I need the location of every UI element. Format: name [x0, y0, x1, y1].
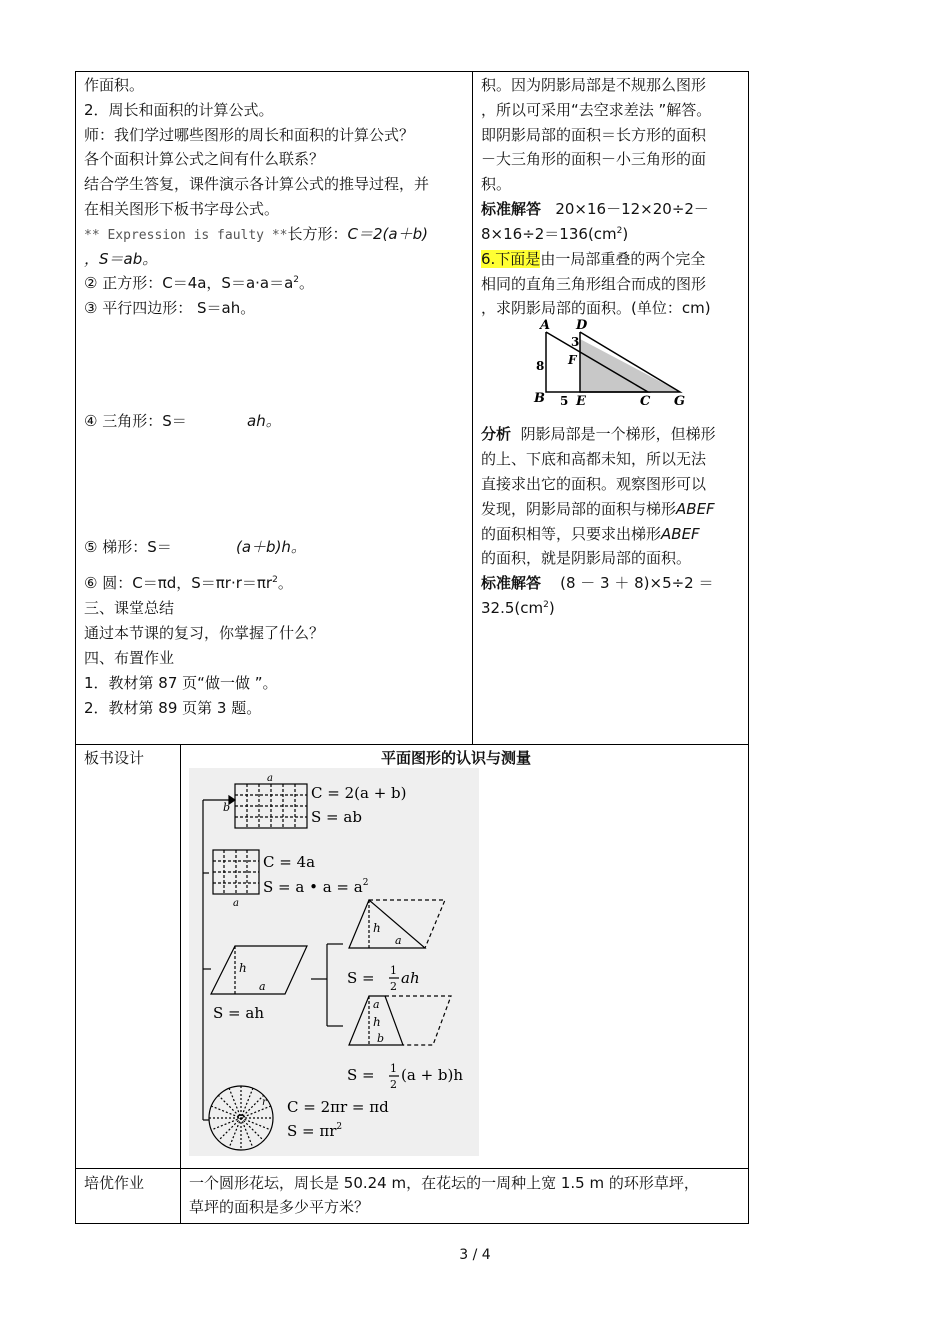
rectangle-area-formula: ，S＝ab。 [84, 250, 158, 268]
analysis-line-3: 直接求出它的面积。观察图形可以 [481, 475, 707, 493]
trapezoid-frac-num: 1 [390, 1062, 397, 1075]
label-D: D [576, 318, 588, 333]
triangle-h-label: h [373, 921, 381, 935]
square-formula-text: ② 正方形：C＝4a，S＝a·a＝a [84, 274, 294, 292]
question-6-line-2: 相同的直角三角形组合而成的图形 [481, 275, 707, 293]
trapezoid-area-prefix: S = [347, 1066, 375, 1084]
question-6-highlight: 6.下面是 [481, 250, 541, 268]
right-text-line-3: 即阴影局部的面积＝长方形的面积 [481, 126, 707, 144]
right-text-line-5: 积。 [481, 175, 512, 193]
trapezoid-name-1: ABEF [676, 500, 715, 518]
triangle-a-label: a [395, 934, 402, 947]
rectangle-perimeter-formula: C＝2(a＋b) [347, 225, 428, 243]
rectangle-label: 长方形： [287, 225, 348, 243]
trapezoid-area-suffix: (a + b)h [401, 1066, 464, 1084]
answer-2-label: 标准解答 [481, 574, 542, 592]
label-5: 5 [560, 394, 569, 408]
square-a-label: a [233, 898, 239, 909]
section-summary-question: 通过本节课的复习，你掌握了什么？ [84, 624, 325, 642]
formula-trapezoid-tail: (a＋b)h。 [236, 538, 306, 556]
label-B: B [534, 391, 545, 406]
label-3: 3 [571, 335, 580, 349]
trapezoid-b-label: b [377, 1032, 385, 1045]
formula-triangle-label: ④ 三角形：S＝ [84, 412, 187, 430]
homework-item-2: 2．教材第 89 页第 3 题。 [84, 699, 262, 717]
analysis-text-5: 的面积相等，只要求出梯形 [481, 525, 662, 543]
left-text-line-4: 各个面积计算公式之间有什么联系？ [84, 150, 325, 168]
extra-homework-label: 培优作业 [84, 1174, 145, 1192]
analysis-line-2: 的上、下底和高都未知，所以无法 [481, 450, 707, 468]
formula-parallelogram: ③ 平行四边形： S＝ah。 [84, 299, 256, 317]
triangle-area-prefix: S = [347, 969, 375, 987]
rect-a-label: a [267, 773, 273, 784]
answer-expression: 20×16－12×20÷2－ [555, 200, 709, 218]
question-6-text: 由一局部重叠的两个完全 [540, 250, 706, 268]
rect-area: S = ab [311, 808, 362, 826]
answer-2-expression: (8 － 3 ＋ 8)×5÷2 ＝ [560, 574, 714, 592]
formula-rectangle-line [84, 222, 428, 249]
rect-b-label: b [223, 801, 231, 814]
board-diagram-svg [189, 768, 479, 1156]
triangle-frac-num: 1 [390, 964, 397, 977]
question-6-line-1 [481, 247, 705, 272]
label-F: F [568, 353, 577, 367]
square-perimeter: C = 4a [263, 853, 316, 871]
extra-homework-line-1: 一个圆形花坛，周长是 50.24 m，在花坛的一周种上宽 1.5 m 的环形草坪， [189, 1174, 699, 1192]
analysis-label: 分析 [481, 425, 512, 443]
table-border-right [748, 71, 749, 1224]
table-row-divider-1 [75, 744, 749, 745]
extra-homework-line-2: 草坪的面积是多少平方米？ [189, 1198, 370, 1216]
answer-2-result: 32.5(cm [481, 599, 544, 617]
square-area-text: S = a • a = a [263, 878, 363, 896]
circle-perimeter: C = 2πr = πd [287, 1098, 389, 1116]
trapezoid-name-2: ABEF [661, 525, 700, 543]
parallelogram-area: S = ah [213, 1004, 264, 1022]
table-column-divider [472, 71, 473, 744]
table-label-divider [180, 744, 181, 1224]
parallelogram-h-label: h [239, 961, 247, 975]
analysis-text-1: 阴影局部是一个梯形，但梯形 [520, 425, 716, 443]
shaded-region [580, 339, 680, 392]
label-8: 8 [536, 359, 545, 373]
left-text-line-6: 在相关图形下板书字母公式。 [84, 200, 280, 218]
section-homework-heading: 四、布置作业 [84, 649, 175, 667]
label-C: C [640, 394, 651, 409]
label-E: E [576, 394, 586, 409]
circle-r-label: r [262, 1097, 267, 1108]
analysis-line-1 [481, 422, 716, 447]
trapezoid-h-label: h [373, 1015, 381, 1029]
answer-line-2: $8\times 16\div 2=136(cm^2)$ [481, 225, 629, 243]
table-border-left [75, 71, 76, 1224]
board-design-label: 板书设计 [84, 749, 145, 767]
analysis-line-6: 的面积，就是阴影局部的面积。 [481, 549, 692, 567]
trapezoid-frac-den: 2 [390, 1078, 397, 1091]
formula-square: ② 正方形：C＝4a，$S=a\cdot a=a^2$。 [84, 274, 315, 292]
table-row-divider-2 [75, 1168, 749, 1169]
trapezoid-a-label: a [373, 998, 380, 1011]
answer-2-line-2: $32.5(cm^2)$ [481, 599, 555, 617]
table-border-top [75, 71, 749, 72]
left-text-line-5: 结合学生答复，课件演示各计算公式的推导过程，并 [84, 175, 430, 193]
page-number: 3 / 4 [459, 1247, 491, 1263]
homework-item-1: 1．教材第 87 页“做一做 ”。 [84, 674, 278, 692]
formula-trapezoid-label: ⑤ 梯形：S＝ [84, 538, 172, 556]
left-text-line-1: 作面积。 [84, 76, 145, 94]
answer-line-1 [481, 197, 709, 222]
answer-label: 标准解答 [481, 200, 542, 218]
formula-triangle-tail: ah。 [247, 412, 281, 430]
table-border-bottom [75, 1223, 749, 1224]
board-design-title: 平面图形的认识与测量 [381, 749, 532, 767]
parallelogram-a-label: a [259, 980, 266, 993]
board-diagram [189, 768, 479, 1156]
circle-formula-text: ⑥ 圆：C＝πd，S＝πr·r＝πr [84, 574, 273, 592]
analysis-line-4 [481, 497, 715, 522]
right-text-line-2: ，所以可采用“去空求差法 ”解答。 [481, 101, 712, 119]
rect-perimeter: C = 2(a + b) [311, 784, 407, 802]
answer-result: 8×16÷2＝136(cm [481, 225, 617, 243]
analysis-text-4: 发现，阴影局部的面积与梯形 [481, 500, 677, 518]
circle-area-text: S = πr [287, 1122, 337, 1140]
formula-circle: ⑥ 圆：C＝πd，$S=\pi r\cdot r=\pi r^2$。 [84, 574, 293, 592]
section-summary-heading: 三、课堂总结 [84, 599, 175, 617]
square-area: S = a • $a = a^2$ [263, 878, 369, 896]
label-G: G [674, 394, 686, 409]
left-text-line-3: 师：我们学过哪些图形的周长和面积的计算公式？ [84, 126, 415, 144]
expression-error-text: ** Expression is faulty ** [84, 228, 288, 243]
triangle-area-suffix: ah [401, 969, 420, 987]
label-A: A [540, 318, 551, 333]
left-text-line-2: 2．周长和面积的计算公式。 [84, 101, 274, 119]
triangle-frac-den: 2 [390, 980, 397, 993]
analysis-line-5 [481, 522, 700, 547]
overlapping-triangles-figure [530, 318, 695, 410]
right-text-line-4: －大三角形的面积－小三角形的面 [481, 150, 707, 168]
question-6-line-3: ，求阴影局部的面积。(单位：cm) [481, 299, 711, 317]
right-text-line-1: 积。因为阴影局部是不规那么图形 [481, 76, 707, 94]
circle-area: $S = \pi r^2$ [287, 1122, 343, 1140]
answer-2-line-1 [481, 571, 714, 596]
